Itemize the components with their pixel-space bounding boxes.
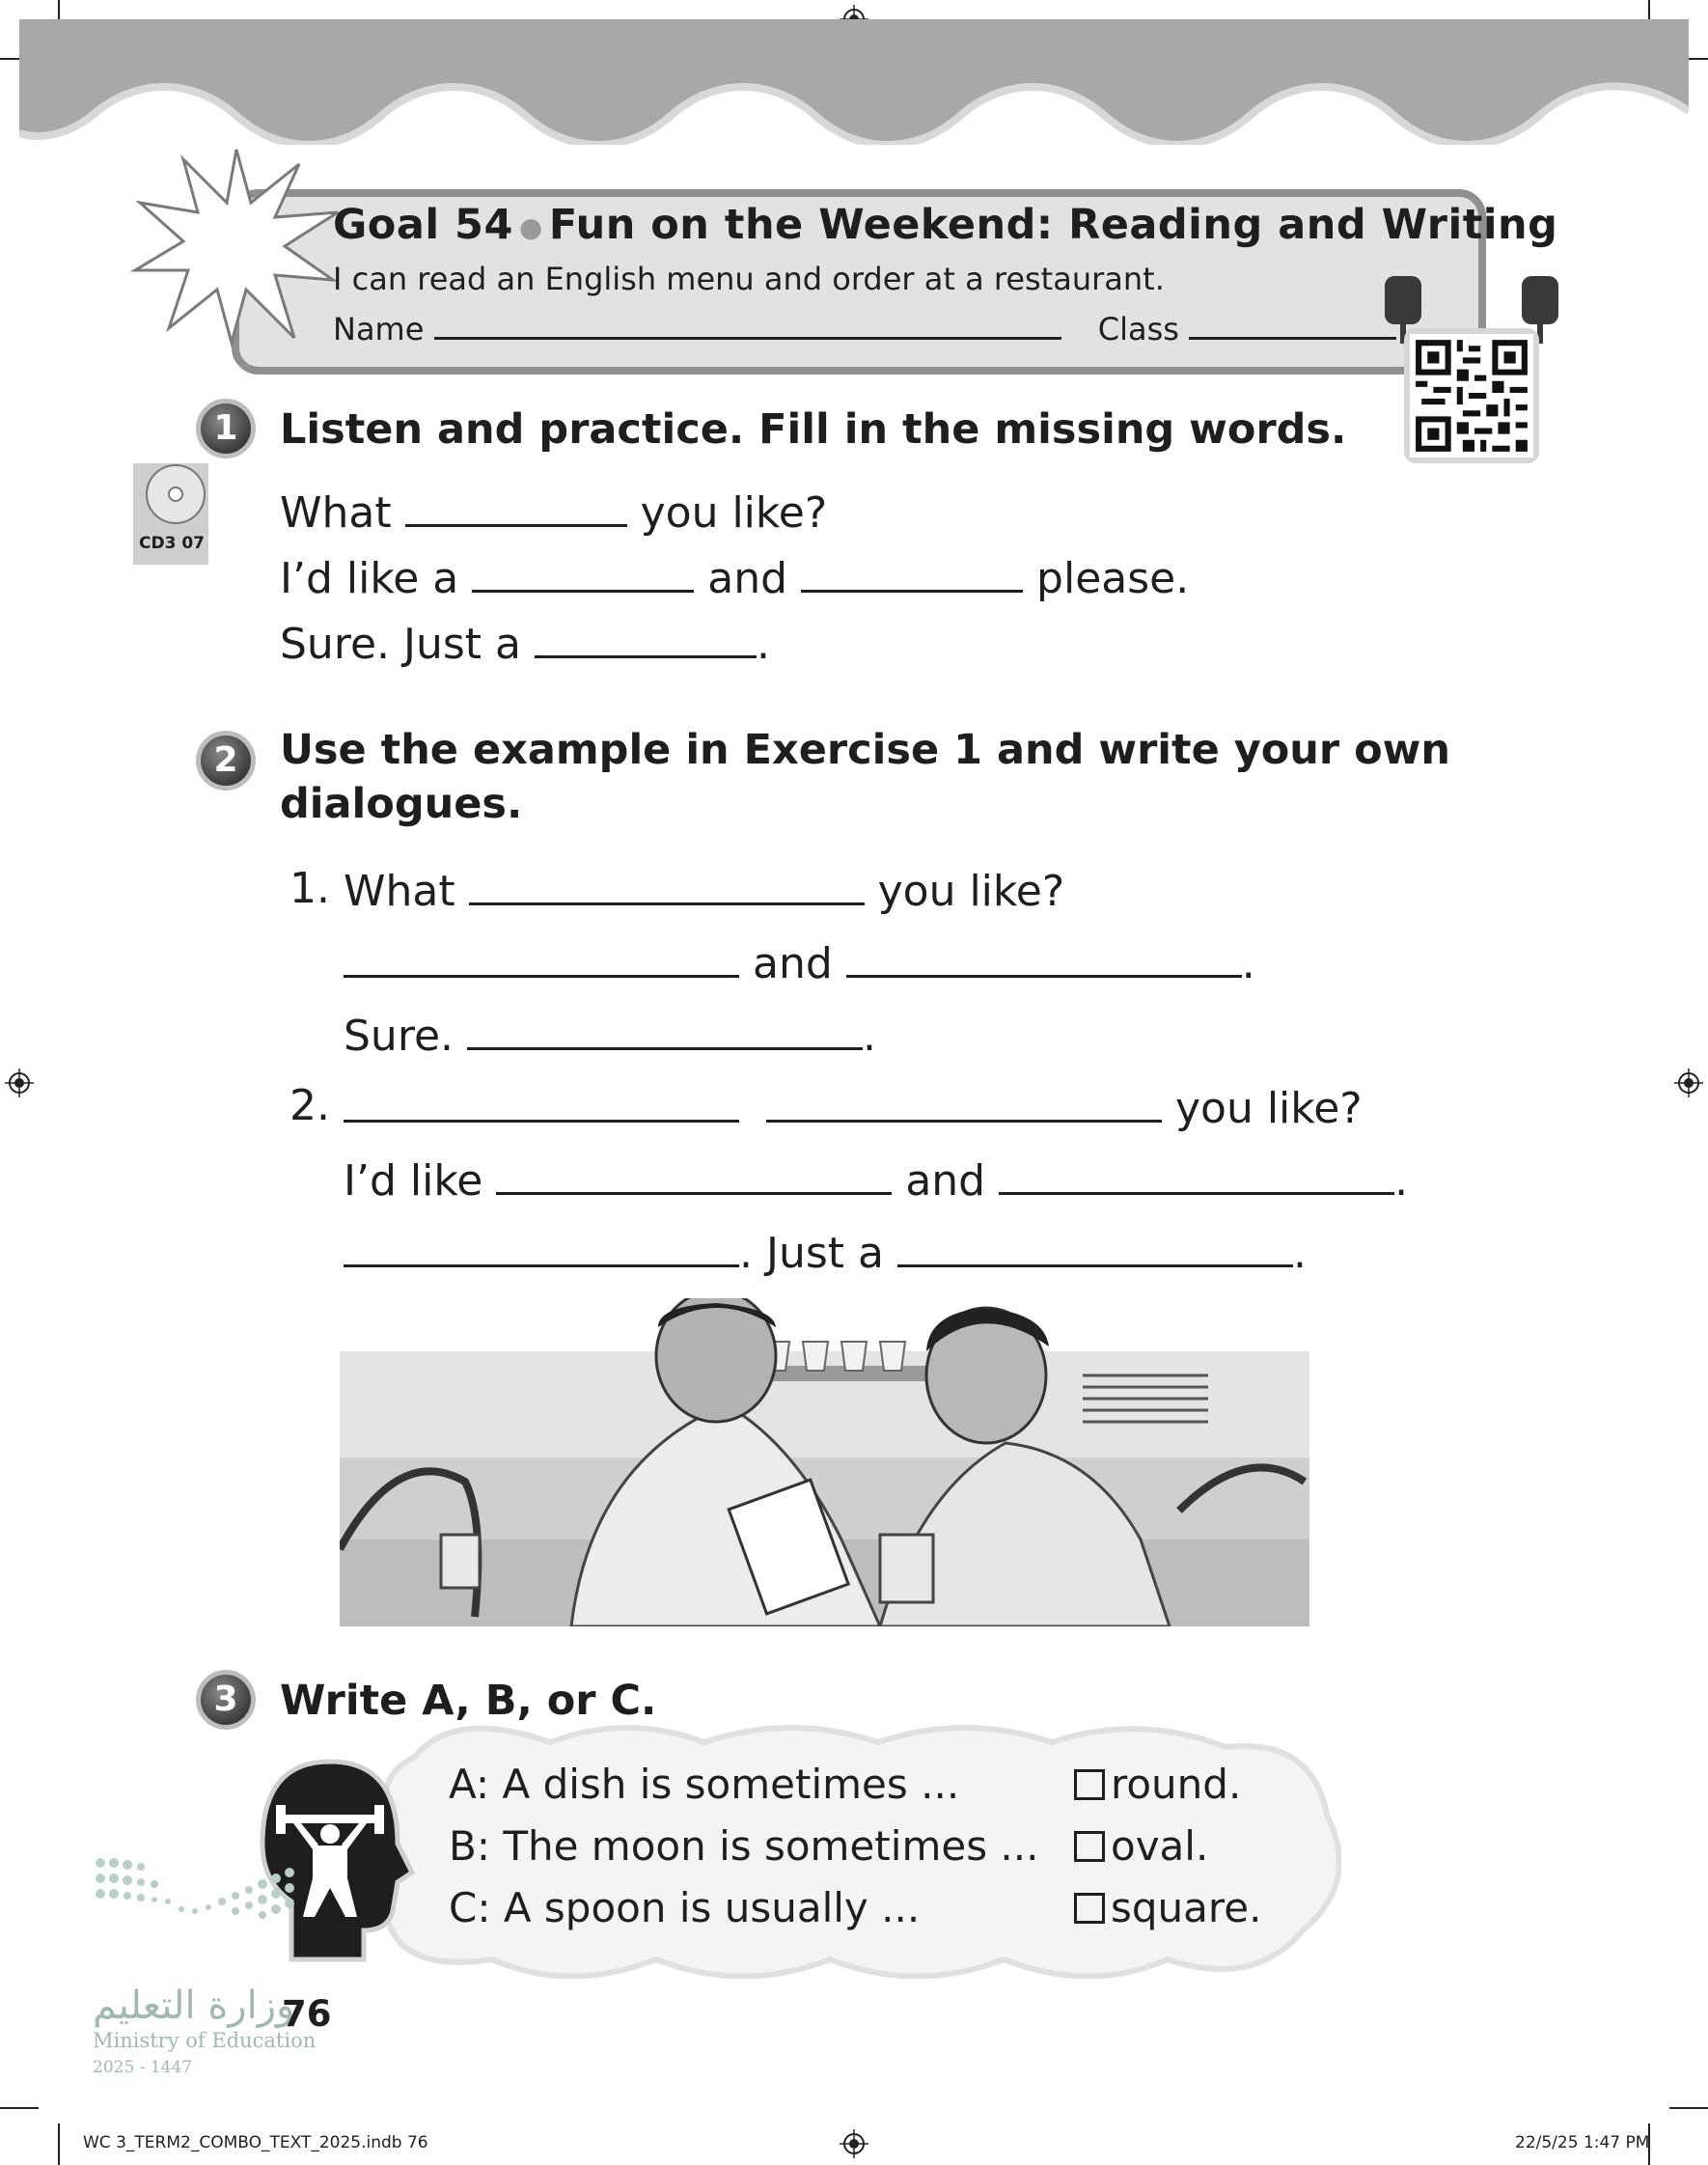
ex3-checkbox-square[interactable] — [1074, 1893, 1105, 1924]
ex2-d1-number: 1. — [289, 864, 330, 913]
ex2-d2-line-1 — [344, 1081, 1363, 1133]
ministry-logo-dots-icon — [93, 1853, 305, 1969]
cd-track-label: CD3 07 — [139, 534, 205, 553]
ex1-line-2 — [280, 551, 1189, 603]
ex2-d2-blank-2[interactable] — [766, 1081, 1162, 1123]
starburst-icon — [130, 145, 343, 347]
ex2-d2-you-like: you like? — [1175, 1084, 1363, 1133]
name-label: Name — [333, 311, 425, 347]
ex1-blank-2[interactable] — [472, 551, 694, 593]
bullet-icon: ● — [518, 211, 543, 243]
exercise-2-title-line-1: Use the example in Exercise 1 and write your own — [280, 726, 1450, 774]
ex2-d2-period-2: . — [1292, 1229, 1307, 1278]
exercise-3-number: 3 — [196, 1670, 256, 1730]
ex1-line-2-end: please. — [1036, 554, 1190, 603]
class-field[interactable] — [1189, 337, 1396, 340]
ex1-line-3-start: Sure. Just a — [280, 620, 521, 669]
exercise-2-number: 2 — [196, 731, 256, 791]
ex3-option-round-label: round. — [1111, 1761, 1242, 1808]
ex3-item-a-text: A dish is sometimes ... — [502, 1761, 960, 1808]
crop-mark — [1669, 2107, 1708, 2109]
ex1-line-2-and: and — [707, 554, 788, 603]
ex3-checkbox-oval[interactable] — [1074, 1831, 1105, 1862]
registration-mark-icon — [5, 1069, 34, 1097]
ex3-option-square-label: square. — [1111, 1884, 1262, 1931]
ex2-d2-and: and — [905, 1156, 986, 1206]
ex3-option-oval-label: oval. — [1111, 1822, 1209, 1870]
name-field[interactable] — [434, 337, 1061, 340]
ex1-line-1-end: you like? — [640, 488, 828, 538]
ex2-d1-period-2: . — [863, 1012, 876, 1061]
page-number: 76 — [282, 1993, 332, 2035]
ex1-line-3 — [280, 617, 770, 669]
crop-mark — [0, 2107, 39, 2109]
ex3-item-b — [449, 1822, 1038, 1870]
ministry-year: 2025 - 1447 — [93, 2058, 193, 2077]
ex2-d2-blank-6[interactable] — [897, 1226, 1293, 1267]
ex2-d1-blank-3[interactable] — [846, 936, 1242, 978]
ex3-option-oval — [1074, 1822, 1208, 1870]
ex2-d2-just-a: . Just a — [739, 1229, 884, 1278]
ex2-d2-blank-1[interactable] — [344, 1081, 739, 1123]
exercise-1-number: 1 — [196, 399, 256, 458]
ex2-d2-blank-3[interactable] — [496, 1153, 892, 1195]
ex2-d2-line-2 — [344, 1153, 1408, 1206]
ex2-d2-blank-4[interactable] — [999, 1153, 1394, 1195]
ex2-d1-blank-4[interactable] — [467, 1009, 863, 1050]
ex2-d1-line-3 — [344, 1009, 876, 1061]
ex1-line-1-start: What — [280, 488, 392, 538]
cd-icon — [135, 461, 212, 529]
ex3-item-b-letter: B: — [449, 1822, 490, 1870]
ex2-d2-period: . — [1394, 1156, 1409, 1206]
ex2-d2-blank-5[interactable] — [344, 1226, 739, 1267]
ex3-item-a-letter: A: — [449, 1761, 490, 1808]
goal-subtitle: I can read an English menu and order at a restaurant. — [333, 261, 1165, 297]
ex2-d2-id-like: I’d like — [344, 1156, 483, 1206]
ex2-d1-you-like: you like? — [877, 867, 1065, 916]
file-slug: WC 3_TERM2_COMBO_TEXT_2025.indb 76 — [83, 2133, 428, 2152]
exercise-2-title-line-2: dialogues. — [280, 780, 523, 828]
ex2-d1-and: and — [753, 939, 833, 988]
ex1-blank-4[interactable] — [535, 617, 757, 658]
goal-title-text: Fun on the Weekend: Reading and Writing — [548, 201, 1558, 249]
goal-title — [333, 201, 1557, 249]
ex1-line-3-end: . — [756, 620, 770, 669]
crop-mark — [58, 2123, 60, 2165]
registration-mark-icon — [840, 2129, 868, 2158]
ex2-d2-number: 2. — [289, 1081, 330, 1130]
date-slug: 22/5/25 1:47 PM — [1515, 2133, 1650, 2152]
ex2-d2-line-3 — [344, 1226, 1307, 1278]
ex2-d1-line-2 — [344, 936, 1255, 988]
ex2-d1-line-1 — [344, 864, 1064, 916]
qr-code[interactable] — [1404, 328, 1539, 463]
ex1-line-1 — [280, 486, 827, 538]
ex2-d1-sure: Sure. — [344, 1012, 454, 1061]
class-label: Class — [1097, 311, 1179, 347]
restaurant-illustration — [340, 1298, 1309, 1626]
name-class-row — [333, 311, 1396, 347]
ex3-option-square — [1074, 1884, 1261, 1931]
goal-label: Goal 54 — [333, 201, 513, 249]
ex2-d1-blank-2[interactable] — [344, 936, 739, 978]
ex2-d1-what: What — [344, 867, 455, 916]
ministry-name-arabic: وزارة التعليم — [93, 1984, 295, 2028]
ex3-item-a — [449, 1761, 959, 1808]
exercise-3-title: Write A, B, or C. — [280, 1677, 657, 1725]
ex3-item-c-text: A spoon is usually ... — [503, 1884, 921, 1931]
ex1-blank-3[interactable] — [801, 551, 1023, 593]
ex1-blank-1[interactable] — [405, 486, 627, 527]
ministry-name-english: Ministry of Education — [93, 2029, 317, 2052]
exercise-1-title: Listen and practice. Fill in the missing words. — [280, 405, 1347, 454]
ex1-line-2-start: I’d like a — [280, 554, 459, 603]
ex3-item-c-letter: C: — [449, 1884, 491, 1931]
ex3-item-b-text: The moon is sometimes ... — [503, 1822, 1039, 1870]
ex2-d1-period: . — [1241, 939, 1255, 988]
ex3-item-c — [449, 1884, 920, 1931]
registration-mark-icon — [1674, 1069, 1703, 1097]
ex2-d1-blank-1[interactable] — [469, 864, 865, 905]
top-wave-banner — [19, 19, 1689, 145]
ex3-option-round — [1074, 1761, 1241, 1808]
ex3-checkbox-round[interactable] — [1074, 1769, 1105, 1800]
